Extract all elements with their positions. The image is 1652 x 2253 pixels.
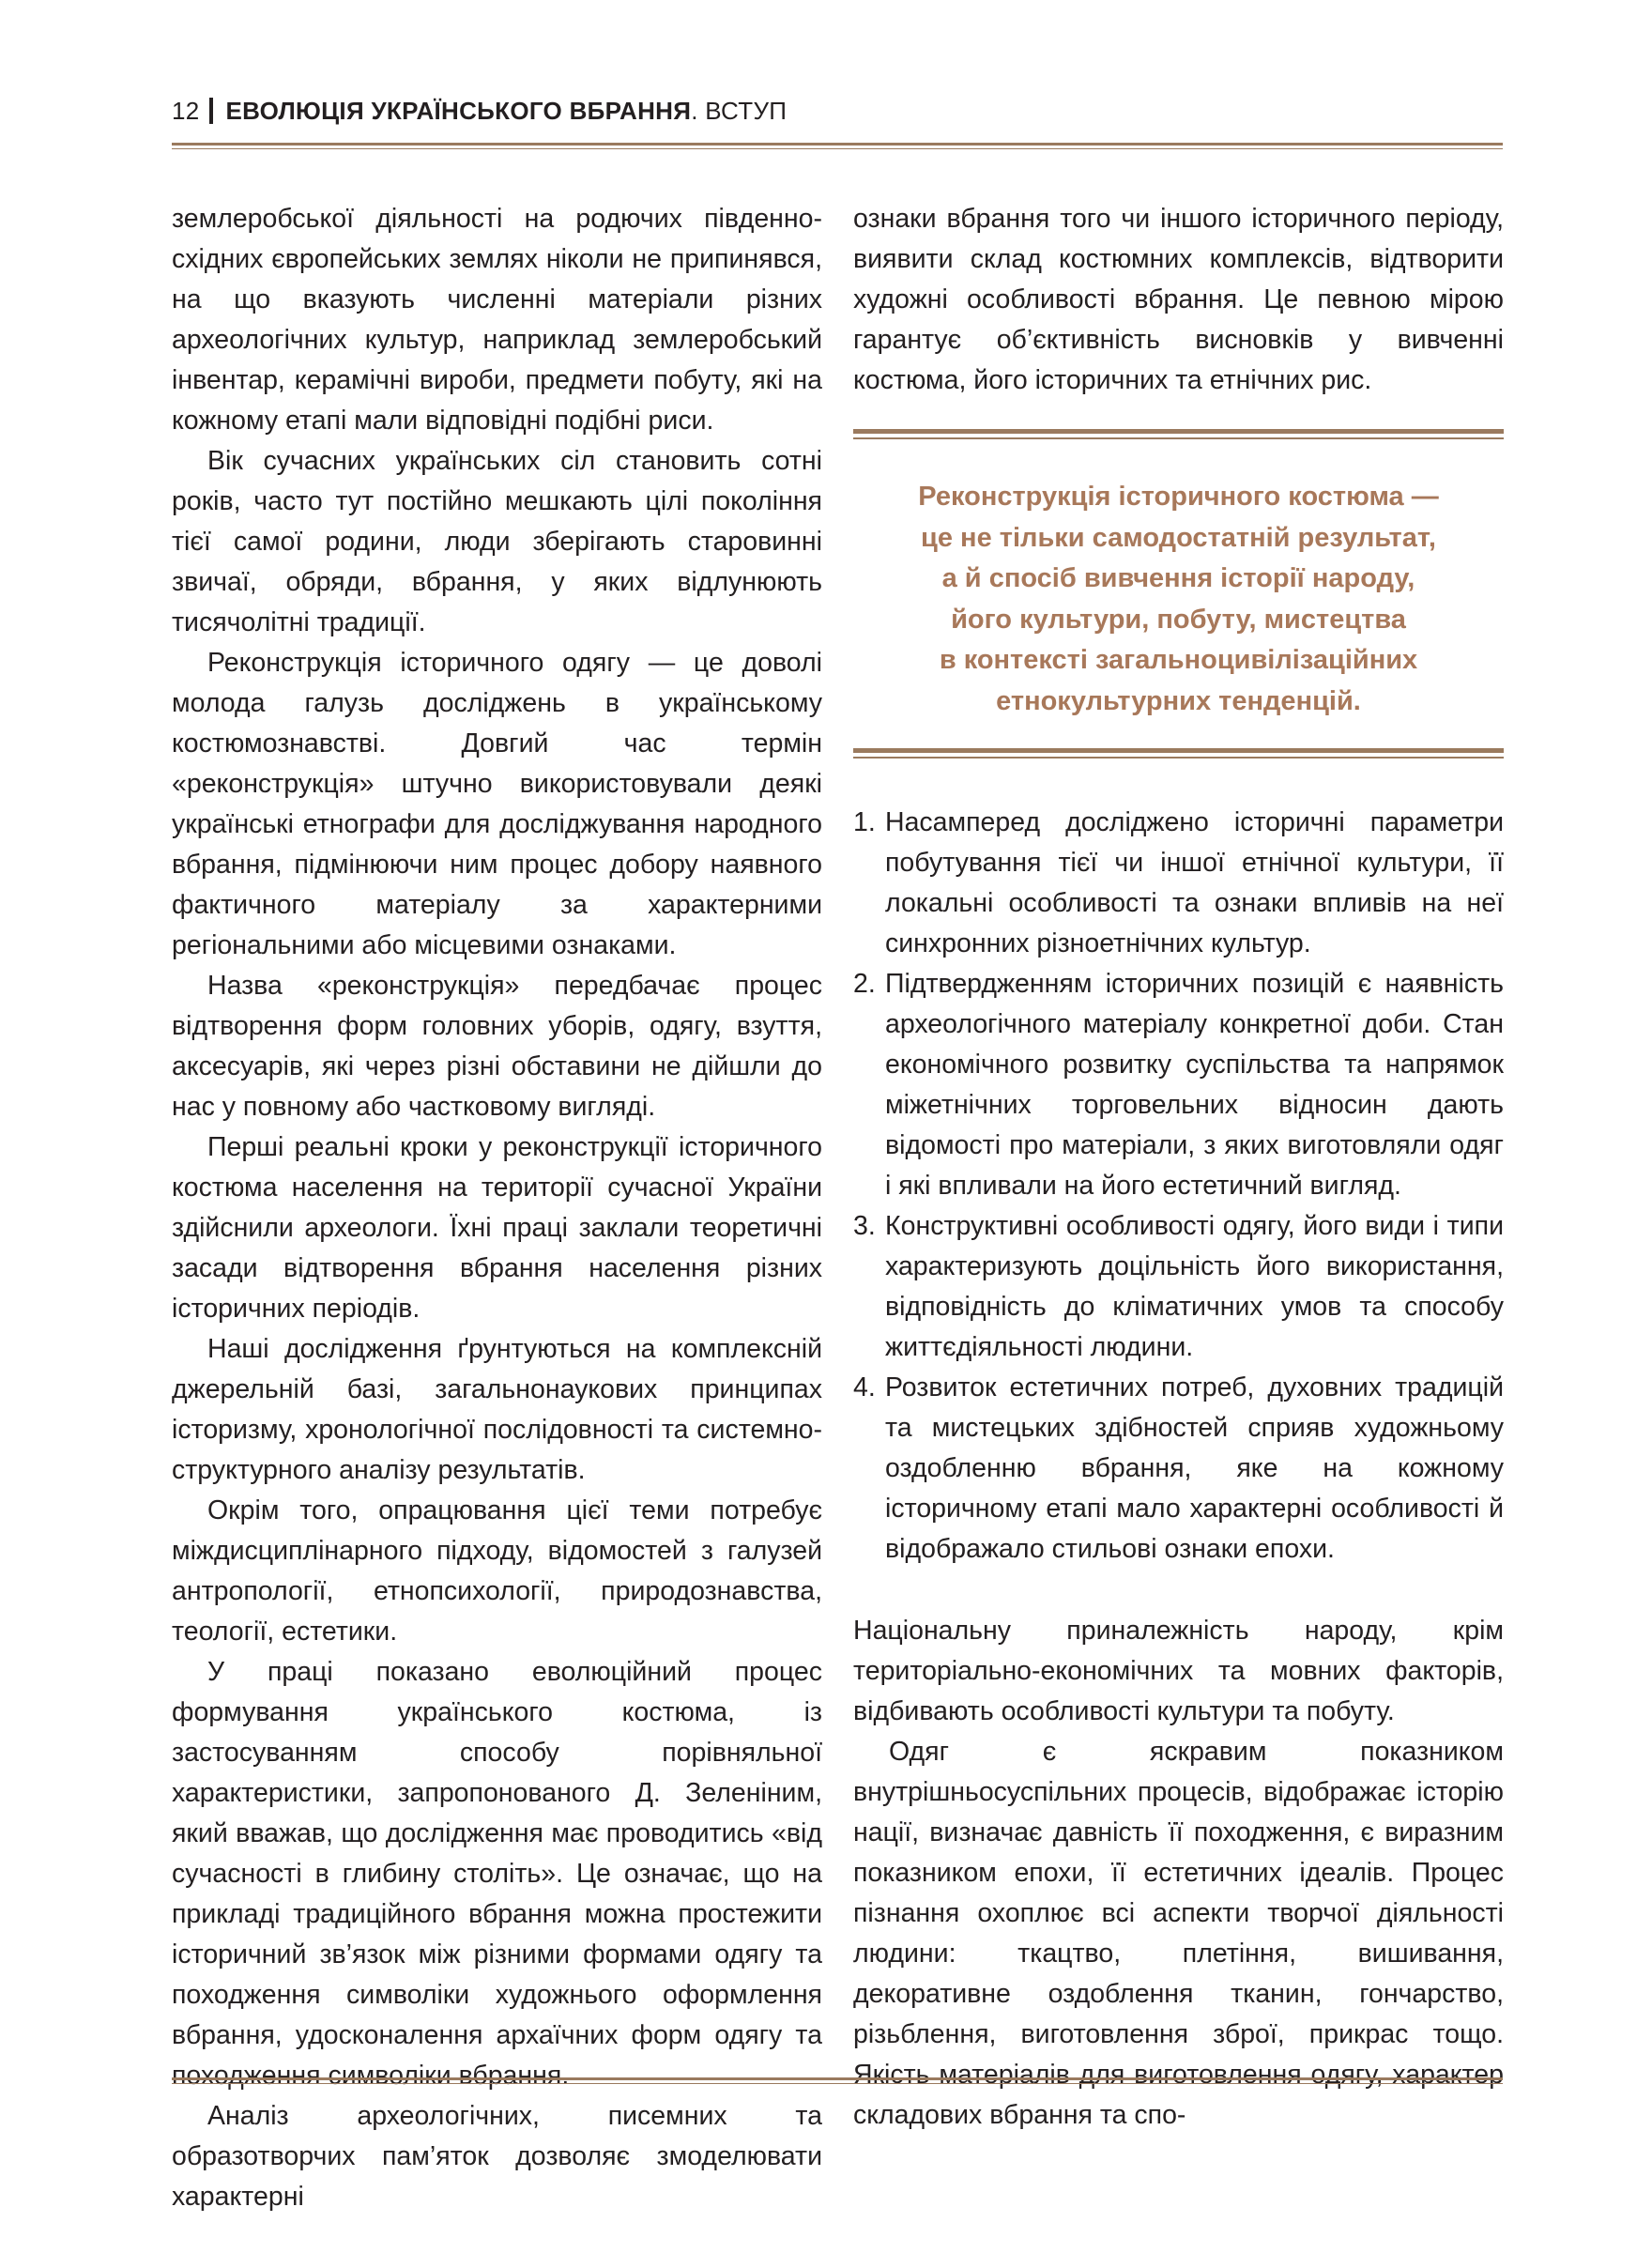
right-intro	[853, 199, 1504, 401]
list-number: 4.	[853, 1372, 876, 1402]
pull-quote	[853, 477, 1504, 722]
list-number: 2.	[853, 969, 876, 999]
right-paragraph: Національну приналежність народу, крім територіально-економічних та мовних факторів, відбивають особливості культури та побуту.	[853, 1616, 1504, 1726]
left-paragraph: землеробської діяльності на родючих південно-східних європейських землях ніколи не припинявся, на що вказують численні матеріали різних археологічних культур, наприклад землеробський інвентар, керамічні вироби, предмети побуту, які на кожному етапі мали відповідні подібні риси.	[172, 204, 822, 436]
right-intro-paragraph: ознаки вбрання того чи іншого історичного періоду, виявити склад костюмних комплексів, відтворити художні особливості вбрання. Це певною мірою гарантує об’єктивність висновків у вивченні костюма, його історичних та етнічних рис.	[853, 204, 1504, 395]
quote-rule-bottom	[853, 748, 1504, 759]
left-paragraph: Окрім того, опрацювання цієї теми потребує міждисциплінарного підходу, відомостей з галузей антропології, етнопсихології, природознавства, теології, естетики.	[172, 1495, 822, 1647]
left-paragraph: У праці показано еволюційний процес формування українського костюма, із застосуванням способу порівняльної характеристики, запропонованого Д. Зеленіним, який вважав, що дослідження має проводитись «від сучасності в глибину століть». Це означає, що на прикладі традиційного вбрання можна простежити історичний зв’язок між різними формами одягу та походження символіки художнього оформлення вбрання, удосконалення архаїчних форм одягу та походження символіки вбрання.	[172, 1657, 822, 2091]
left-paragraph: Аналіз археологічних, писемних та образотворчих пам’яток дозволяє змоделювати характерні	[172, 2101, 822, 2212]
list-item	[853, 1368, 1504, 1570]
footer-rule	[172, 2077, 1503, 2084]
page-number: 12	[172, 97, 200, 125]
list-text: Розвиток естетичних потреб, духовних традицій та мистецьких здібностей сприяв художньому оздобленню вбрання, яке на кожному історичному етапі мало характерні особливості й відображало стильові ознаки епохи.	[885, 1372, 1504, 1564]
list-item	[853, 803, 1504, 964]
header-divider	[209, 98, 213, 124]
numbered-list	[853, 803, 1504, 1570]
pull-quote-line: етнокультурних тенденцій.	[996, 685, 1361, 716]
pull-quote-line: це не тільки самодостатній результат,	[921, 522, 1436, 553]
list-number: 1.	[853, 807, 876, 837]
list-text: Насамперед досліджено історичні параметри побутування тієї чи іншої етнічної культури, її локальні особливості та ознаки впливів на неї синхронних різноетнічних культур.	[885, 807, 1504, 958]
left-paragraph: Реконструкція історичного одягу — це доволі молода галузь досліджень в українському костюмознавстві. Довгий час термін «реконструкція» штучно використовували деякі українські етнографи для досліджування народного вбрання, підмінюючи ним процес добору наявного фактичного матеріалу за характерними регіональними або місцевими ознаками.	[172, 648, 822, 960]
left-paragraph: Наші дослідження ґрунтуються на комплексній джерельній базі, загальнонаукових принципах історизму, хронологічної послідовності та системно-структурного аналізу результатів.	[172, 1334, 822, 1485]
left-paragraph: Назва «реконструкція» передбачає процес відтворення форм головних уборів, одягу, взуття, аксесуарів, які через різні обставини не дійшли до нас у повному або частковому вигляді.	[172, 971, 822, 1122]
pull-quote-line: а й спосіб вивчення історії народу,	[941, 563, 1415, 593]
pull-quote-line: його культури, побуту, мистецтва	[951, 604, 1406, 635]
running-header	[172, 97, 1505, 126]
right-closing	[853, 1611, 1504, 2136]
list-text: Конструктивні особливості одягу, його види і типи характеризують доцільність його використання, відповідність до кліматичних умов та способу життєдіяльності людини.	[885, 1211, 1504, 1362]
section-title: . ВСТУП	[691, 97, 788, 125]
list-item	[853, 1206, 1504, 1368]
right-paragraph: Одяг є яскравим показником внутрішньосуспільних процесів, відображає історію нації, визначає давність її походження, є виразним показником епохи, її естетичних ідеалів. Процес пізнання охоплює всі аспекти творчої діяльності людини: ткацтво, плетіння, вишивання, декоративне оздоблення тканин, гончарство, різьблення, виготовлення зброї, прикрас тощо. Якість матеріалів для виготовлення одягу, характер складових вбрання та спо-	[853, 1737, 1504, 2130]
left-column	[172, 199, 822, 2217]
left-paragraph: Перші реальні кроки у реконструкції історичного костюма населення на території сучасної України здійснили археологи. Їхні праці заклали теоретичні засади відтворення вбрання населення різних історичних періодів.	[172, 1132, 822, 1324]
left-paragraph: Вік сучасних українських сіл становить сотні років, часто тут постійно мешкають цілі покоління тієї самої родини, люди зберігають старовинні звичаї, обряди, вбрання, у яких відлунюють тисячолітні традиції.	[172, 446, 822, 637]
list-number: 3.	[853, 1211, 876, 1241]
book-title: ЕВОЛЮЦІЯ УКРАЇНСЬКОГО ВБРАННЯ	[225, 97, 692, 125]
pull-quote-line: Реконструкція історичного костюма —	[918, 482, 1439, 512]
pull-quote-line: в контексті загальноцивілізаційних	[939, 645, 1418, 675]
quote-rule-top	[853, 429, 1504, 439]
header-rule	[172, 143, 1503, 149]
list-item	[853, 964, 1504, 1206]
list-text: Підтвердженням історичних позицій є наявність археологічного матеріалу конкретної доби. Стан економічного розвитку суспільства та напрямок міжетнічних торговельних відносин дають відомості про матеріали, з яких виготовляли одяг і які впливали на його естетичний вигляд.	[885, 969, 1504, 1201]
